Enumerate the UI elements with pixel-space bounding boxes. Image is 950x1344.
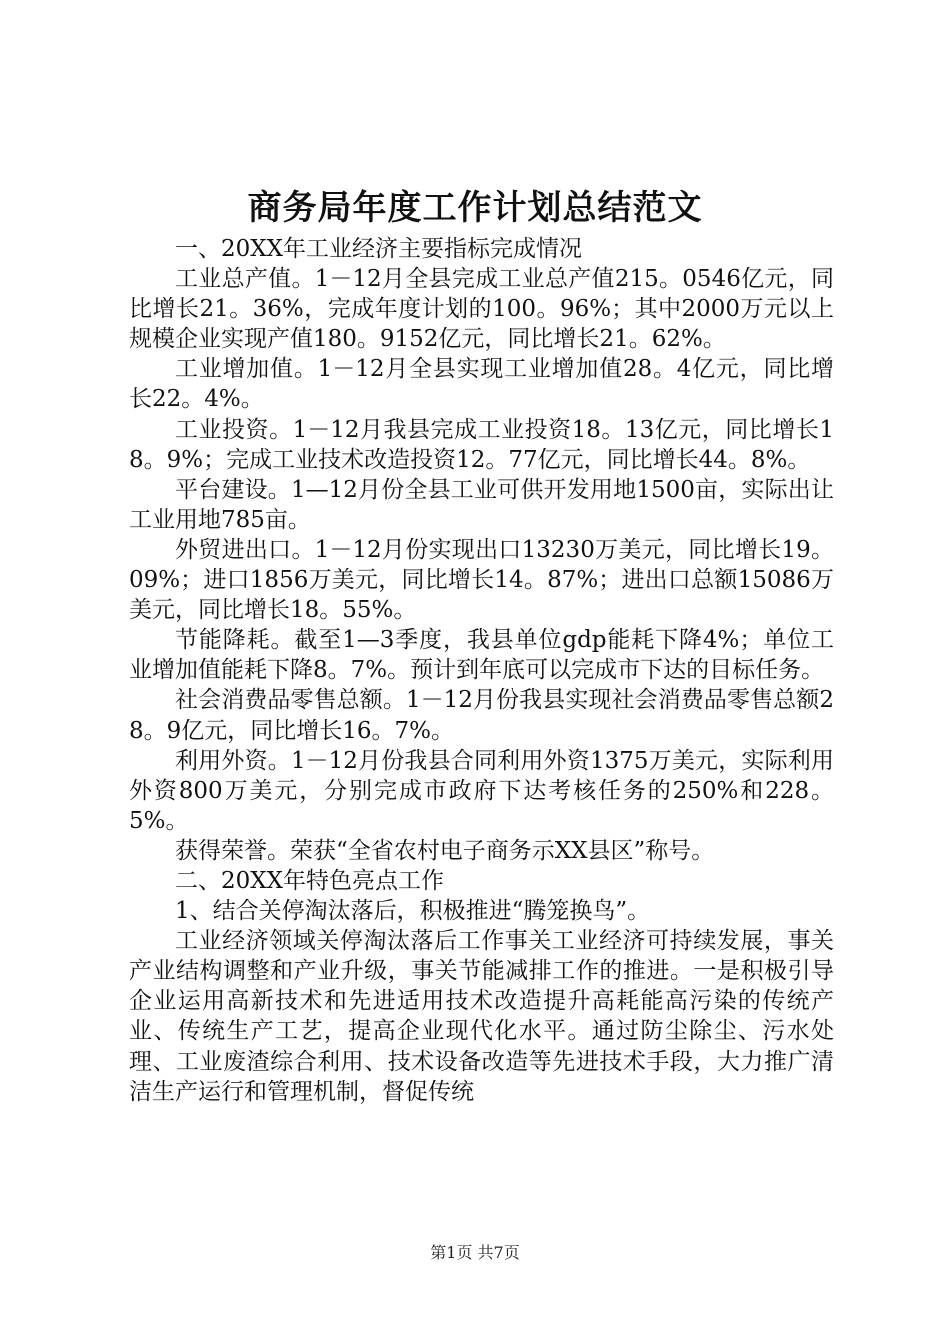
paragraph-industrial-investment: 工业投资。1－12月我县完成工业投资18。13亿元，同比增长18。9%；完成工业技术改造投资12。77亿元，同比增长44。8%。 [129, 416, 834, 473]
section-heading-2: 二、20XX年特色亮点工作 [175, 867, 445, 894]
paragraph-industrial-output: 工业总产值。1－12月全县完成工业总产值215。0546亿元，同比增长21。36%，完成年度计划的100。96%；其中2000万元以上规模企业实现产值180。9152亿元，同比增长21。62%。 [129, 266, 834, 353]
document-title: 商务局年度工作计划总结范文 [247, 188, 703, 228]
paragraph-retail-sales: 社会消费品零售总额。1－12月份我县实现社会消费品零售总额28。9亿元，同比增长16。7%。 [129, 687, 834, 744]
section-heading-1: 一、20XX年工业经济主要指标完成情况 [175, 236, 583, 262]
document-body [129, 234, 834, 1107]
paragraph-elimination-work: 工业经济领域关停淘汰落后工作事关工业经济可持续发展，事关产业结构调整和产业升级，事关节能减排工作的推进。一是积极引导企业运用高新技术和先进适用技术改造提升高耗能高污染的传统产业、传统生产工艺，提高企业现代化水平。通过防尘除尘、污水处理、工业废渣综合利用、技术设备改造等先进技术手段，大力推广清洁生产运行和管理机制，督促传统 [129, 928, 834, 1105]
paragraph-platform-construction: 平台建设。1—12月份全县工业可供开发用地1500亩，实际出让工业用地785亩。 [129, 476, 834, 533]
paragraph-foreign-capital: 利用外资。1－12月份我县合同利用外资1375万美元，实际利用外资800万美元，分别完成市政府下达考核任务的250%和228。5%。 [129, 747, 834, 834]
paragraph-honors: 获得荣誉。荣获“全省农村电子商务示XX县区”称号。 [175, 837, 715, 864]
paragraph-value-added: 工业增加值。1－12月全县实现工业增加值28。4亿元，同比增长22。4%。 [129, 356, 834, 413]
subheading-1: 1、结合关停淘汰落后，积极推进“腾笼换鸟”。 [175, 898, 651, 925]
page-footer: 第1页 共7页 [430, 1243, 520, 1262]
paragraph-energy-saving: 节能降耗。截至1—3季度，我县单位gdp能耗下降4%；单位工业增加值能耗下降8。7%。预计到年底可以完成市下达的目标任务。 [129, 627, 834, 684]
paragraph-foreign-trade: 外贸进出口。1－12月份实现出口13230万美元，同比增长19。09%；进口1856万美元，同比增长14。87%；进出口总额15086万美元，同比增长18。55%。 [129, 536, 834, 624]
